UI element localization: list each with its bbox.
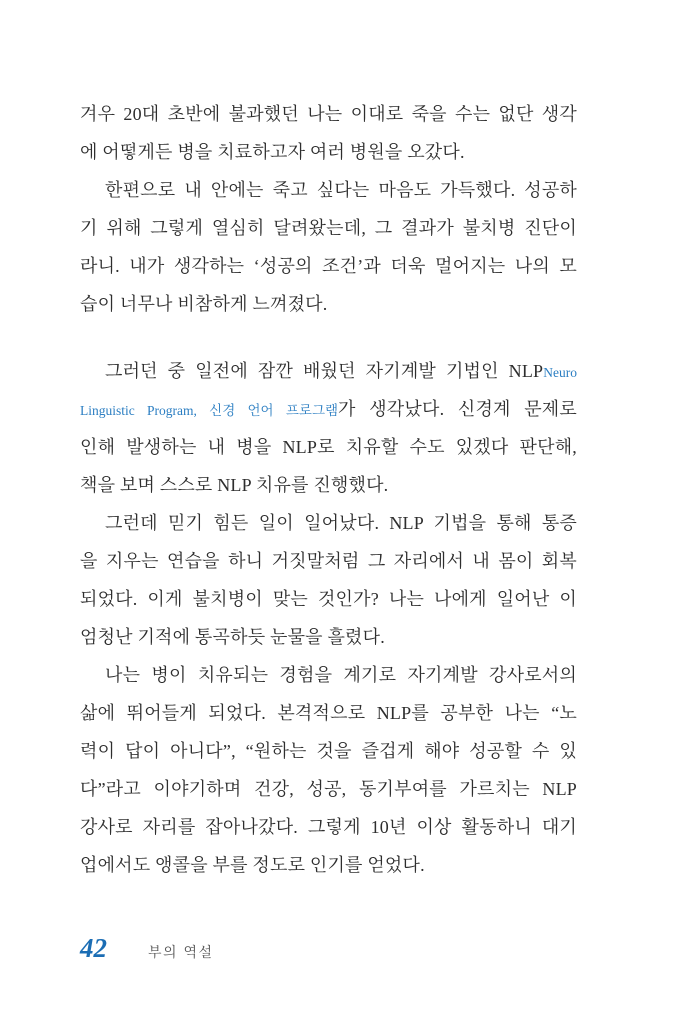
page-number: 42 bbox=[80, 933, 107, 963]
text-line bbox=[80, 171, 577, 209]
text-line bbox=[80, 542, 577, 580]
text-line bbox=[80, 428, 577, 466]
text-line bbox=[80, 133, 577, 171]
text-run: 에 어떻게든 병을 치료하고자 여러 병원을 오갔다. bbox=[80, 142, 465, 162]
paragraph bbox=[80, 504, 577, 656]
page-text bbox=[80, 95, 577, 884]
page-footer bbox=[80, 933, 214, 964]
text-line bbox=[80, 694, 577, 732]
text-line bbox=[80, 580, 577, 618]
text-run: 강사로 자리를 잡아나갔다. 그렇게 10년 이상 활동하니 대기 bbox=[80, 817, 577, 837]
text-run: 책을 보며 스스로 NLP 치유를 진행했다. bbox=[80, 475, 389, 495]
text-line bbox=[80, 732, 577, 770]
text-line bbox=[80, 846, 577, 884]
text-line bbox=[80, 504, 577, 542]
text-line bbox=[80, 285, 577, 323]
paragraph bbox=[80, 95, 577, 171]
running-title: 부의 역설 bbox=[148, 944, 214, 960]
text-run: 그런데 믿기 힘든 일이 일어났다. NLP 기법을 통해 통증 bbox=[105, 513, 577, 533]
text-run: 겨우 20대 초반에 불과했던 나는 이대로 죽을 수는 없단 생각 bbox=[80, 104, 577, 124]
section-break bbox=[80, 323, 577, 352]
text-line bbox=[80, 352, 577, 390]
nlp-annotation: Linguistic Program, 신경 언어 프로그램 bbox=[80, 403, 339, 418]
text-run: 다”라고 이야기하며 건강, 성공, 동기부여를 가르치는 NLP bbox=[80, 779, 577, 799]
text-run: 되었다. 이게 불치병이 맞는 것인가? 나는 나에게 일어난 이 bbox=[80, 589, 577, 609]
text-run: 기 위해 그렇게 열심히 달려왔는데, 그 결과가 불치병 진단이 bbox=[80, 218, 577, 238]
text-run: 가 생각났다. 신경계 문제로 bbox=[338, 399, 577, 419]
text-line bbox=[80, 656, 577, 694]
text-line bbox=[80, 209, 577, 247]
paragraph bbox=[80, 352, 577, 504]
text-run: 삶에 뛰어들게 되었다. 본격적으로 NLP를 공부한 나는 “노 bbox=[80, 703, 577, 723]
text-run: 엄청난 기적에 통곡하듯 눈물을 흘렸다. bbox=[80, 627, 385, 647]
text-line bbox=[80, 466, 577, 504]
text-line bbox=[80, 618, 577, 656]
text-line bbox=[80, 808, 577, 846]
text-run: 습이 너무나 비참하게 느껴졌다. bbox=[80, 294, 328, 314]
text-line bbox=[80, 390, 577, 428]
text-run: 력이 답이 아니다”, “원하는 것을 즐겁게 해야 성공할 수 있 bbox=[80, 741, 577, 761]
text-line bbox=[80, 95, 577, 133]
text-run: 그러던 중 일전에 잠깐 배웠던 자기계발 기법인 NLP bbox=[105, 361, 544, 381]
text-line bbox=[80, 247, 577, 285]
text-line bbox=[80, 770, 577, 808]
text-run: 을 지우는 연습을 하니 거짓말처럼 그 자리에서 내 몸이 회복 bbox=[80, 551, 577, 571]
text-run: 나는 병이 치유되는 경험을 계기로 자기계발 강사로서의 bbox=[105, 665, 577, 685]
text-run: 인해 발생하는 내 병을 NLP로 치유할 수도 있겠다 판단해, bbox=[80, 437, 577, 457]
nlp-annotation: Neuro bbox=[543, 365, 577, 380]
text-run: 한편으로 내 안에는 죽고 싶다는 마음도 가득했다. 성공하 bbox=[105, 180, 577, 200]
text-run: 라니. 내가 생각하는 ‘성공의 조건’과 더욱 멀어지는 나의 모 bbox=[80, 256, 577, 276]
text-run: 업에서도 앵콜을 부를 정도로 인기를 얻었다. bbox=[80, 855, 425, 875]
paragraph bbox=[80, 171, 577, 323]
paragraph bbox=[80, 656, 577, 884]
